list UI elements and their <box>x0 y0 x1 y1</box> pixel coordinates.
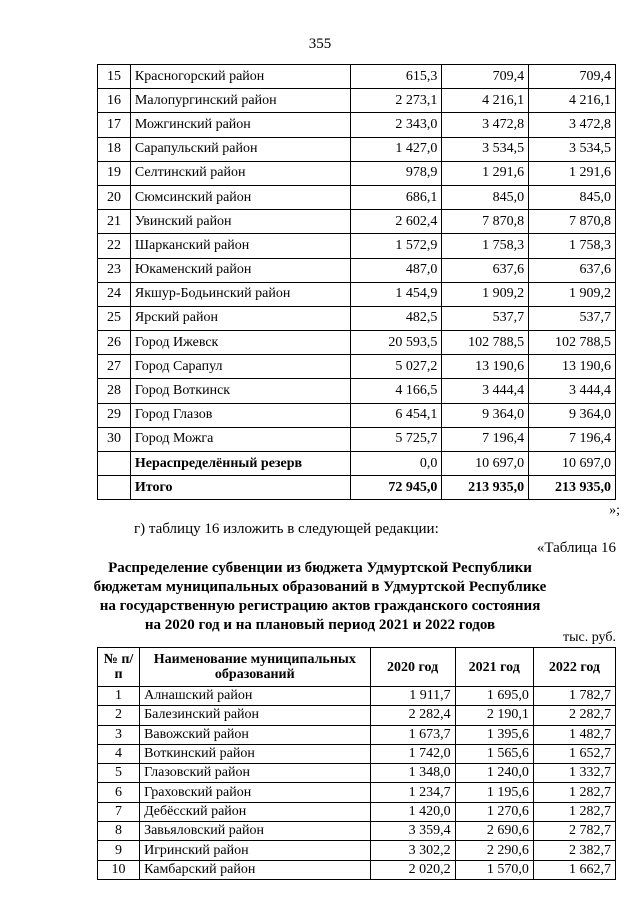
value-2022: 1 782,7 <box>533 687 615 706</box>
value-2020: 1 348,0 <box>370 764 455 783</box>
heading-line: на 2020 год и на плановый период 2021 и 2022 годов <box>144 617 496 633</box>
row-number: 8 <box>98 822 140 841</box>
value-2021: 1 909,2 <box>442 282 529 306</box>
municipality-name: Юкаменский район <box>130 258 350 282</box>
heading-line: Распределение субвенции из бюджета Удмуртской Республики <box>108 560 532 576</box>
municipality-name: Воткинский район <box>140 744 370 763</box>
value-2022: 2 782,7 <box>533 822 615 841</box>
municipality-name: Алнашский район <box>140 687 370 706</box>
value-2020: 1 454,9 <box>350 282 442 306</box>
unit-label: тыс. руб. <box>563 630 616 645</box>
table-row <box>98 822 616 841</box>
row-number: 15 <box>98 65 131 89</box>
table-row <box>98 687 616 706</box>
value-2022: 7 196,4 <box>529 427 616 451</box>
value-2021: 1 240,0 <box>455 764 533 783</box>
row-number: 9 <box>98 841 140 860</box>
value-2021: 845,0 <box>442 185 529 209</box>
value-2021: 3 472,8 <box>442 113 529 137</box>
total-2022: 213 935,0 <box>529 476 616 500</box>
header-name: Наименование муниципальных образований <box>140 648 370 687</box>
table-heading <box>0 559 640 635</box>
total-label: Итого <box>130 476 350 500</box>
value-2020: 2 020,2 <box>370 860 455 879</box>
row-number: 4 <box>98 744 140 763</box>
table-row <box>98 802 616 821</box>
value-2021: 637,6 <box>442 258 529 282</box>
table-row <box>98 234 616 258</box>
row-number: 18 <box>98 137 131 161</box>
value-2022: 9 364,0 <box>529 403 616 427</box>
row-number: 10 <box>98 860 140 879</box>
table-row <box>98 706 616 725</box>
header-2022: 2022 год <box>533 648 615 687</box>
value-2020: 2 273,1 <box>350 89 442 113</box>
row-number <box>98 476 131 500</box>
table-row <box>98 725 616 744</box>
value-2020: 5 027,2 <box>350 355 442 379</box>
municipality-name: Вавожский район <box>140 725 370 744</box>
municipality-name: Город Сарапул <box>130 355 350 379</box>
value-2022: 102 788,5 <box>529 331 616 355</box>
row-number: 26 <box>98 331 131 355</box>
row-number: 1 <box>98 687 140 706</box>
value-2022: 1 332,7 <box>533 764 615 783</box>
table-reference: «Таблица 16 <box>536 540 616 556</box>
municipality-name: Город Глазов <box>130 403 350 427</box>
row-number: 6 <box>98 783 140 802</box>
table-row <box>98 744 616 763</box>
value-2020: 3 359,4 <box>370 822 455 841</box>
value-2021: 1 570,0 <box>455 860 533 879</box>
value-2022: 1 662,7 <box>533 860 615 879</box>
value-2021: 1 195,6 <box>455 783 533 802</box>
row-number: 7 <box>98 802 140 821</box>
subvention-table-continued <box>97 64 616 500</box>
heading-line: бюджетам муниципальных образований в Удмуртской Республике <box>93 579 547 595</box>
value-2021: 1 395,6 <box>455 725 533 744</box>
value-2022: 1 652,7 <box>533 744 615 763</box>
row-number: 17 <box>98 113 131 137</box>
municipality-name: Балезинский район <box>140 706 370 725</box>
table-row <box>98 161 616 185</box>
value-2022: 845,0 <box>529 185 616 209</box>
value-2022: 537,7 <box>529 306 616 330</box>
value-2020: 4 166,5 <box>350 379 442 403</box>
municipality-name: Город Можга <box>130 427 350 451</box>
table-row <box>98 379 616 403</box>
value-2021: 13 190,6 <box>442 355 529 379</box>
value-2020: 1 420,0 <box>370 802 455 821</box>
value-2021: 9 364,0 <box>442 403 529 427</box>
row-number <box>98 452 131 476</box>
value-2020: 6 454,1 <box>350 403 442 427</box>
value-2022: 1 482,7 <box>533 725 615 744</box>
table-row <box>98 282 616 306</box>
value-2022: 3 444,4 <box>529 379 616 403</box>
value-2020: 1 572,9 <box>350 234 442 258</box>
table-row <box>98 355 616 379</box>
row-number: 24 <box>98 282 131 306</box>
value-2020: 1 911,7 <box>370 687 455 706</box>
table-row <box>98 258 616 282</box>
municipality-name: Завьяловский район <box>140 822 370 841</box>
value-2022: 3 472,8 <box>529 113 616 137</box>
value-2022: 1 282,7 <box>533 783 615 802</box>
row-number: 2 <box>98 706 140 725</box>
municipality-name: Дебёсский район <box>140 802 370 821</box>
municipality-name: Шарканский район <box>130 234 350 258</box>
municipality-name: Селтинский район <box>130 161 350 185</box>
value-2021: 3 444,4 <box>442 379 529 403</box>
value-2022: 1 758,3 <box>529 234 616 258</box>
value-2021: 1 291,6 <box>442 161 529 185</box>
table-row <box>98 306 616 330</box>
value-2020: 2 343,0 <box>350 113 442 137</box>
row-number: 3 <box>98 725 140 744</box>
value-2021: 4 216,1 <box>442 89 529 113</box>
value-2020: 2 282,4 <box>370 706 455 725</box>
value-2021: 1 695,0 <box>455 687 533 706</box>
row-number: 16 <box>98 89 131 113</box>
table-row <box>98 764 616 783</box>
table-row <box>98 841 616 860</box>
table-row <box>98 860 616 879</box>
value-2021: 1 758,3 <box>442 234 529 258</box>
municipality-name: Можгинский район <box>130 113 350 137</box>
value-2020: 978,9 <box>350 161 442 185</box>
municipality-name: Ярский район <box>130 306 350 330</box>
value-2021: 2 690,6 <box>455 822 533 841</box>
municipality-name: Увинский район <box>130 210 350 234</box>
row-number: 23 <box>98 258 131 282</box>
row-number: 27 <box>98 355 131 379</box>
value-2020: 1 673,7 <box>370 725 455 744</box>
value-2022: 2 282,7 <box>533 706 615 725</box>
value-2022: 4 216,1 <box>529 89 616 113</box>
value-2020: 487,0 <box>350 258 442 282</box>
table-row <box>98 65 616 89</box>
municipality-name: Игринский район <box>140 841 370 860</box>
row-number: 29 <box>98 403 131 427</box>
amendment-instruction: г) таблицу 16 изложить в следующей редакции: <box>134 521 439 537</box>
value-2022: 2 382,7 <box>533 841 615 860</box>
value-2022: 1 909,2 <box>529 282 616 306</box>
municipality-name: Сарапульский район <box>130 137 350 161</box>
table-row <box>98 427 616 451</box>
value-2022: 637,6 <box>529 258 616 282</box>
heading-line: на государственную регистрацию актов гражданского состояния <box>99 598 541 614</box>
municipality-name: Красногорский район <box>130 65 350 89</box>
table-row <box>98 89 616 113</box>
row-number: 25 <box>98 306 131 330</box>
value-2022: 709,4 <box>529 65 616 89</box>
municipality-name: Нераспределённый резерв <box>130 452 350 476</box>
municipality-name: Сюмсинский район <box>130 185 350 209</box>
table-row <box>98 185 616 209</box>
value-2021: 2 290,6 <box>455 841 533 860</box>
municipality-name: Малопургинский район <box>130 89 350 113</box>
row-number: 21 <box>98 210 131 234</box>
table-row <box>98 113 616 137</box>
row-number: 5 <box>98 764 140 783</box>
value-2020: 0,0 <box>350 452 442 476</box>
table-row <box>98 403 616 427</box>
subvention-table-16 <box>97 647 616 880</box>
municipality-name: Граховский район <box>140 783 370 802</box>
value-2020: 2 602,4 <box>350 210 442 234</box>
municipality-name: Город Ижевск <box>130 331 350 355</box>
value-2020: 1 427,0 <box>350 137 442 161</box>
row-number: 22 <box>98 234 131 258</box>
table-row <box>98 783 616 802</box>
value-2022: 1 282,7 <box>533 802 615 821</box>
row-number: 30 <box>98 427 131 451</box>
value-2021: 709,4 <box>442 65 529 89</box>
row-number: 19 <box>98 161 131 185</box>
value-2021: 102 788,5 <box>442 331 529 355</box>
header-2021: 2021 год <box>455 648 533 687</box>
value-2020: 615,3 <box>350 65 442 89</box>
row-number: 20 <box>98 185 131 209</box>
value-2021: 1 565,6 <box>455 744 533 763</box>
value-2022: 1 291,6 <box>529 161 616 185</box>
value-2021: 10 697,0 <box>442 452 529 476</box>
value-2020: 1 234,7 <box>370 783 455 802</box>
value-2020: 5 725,7 <box>350 427 442 451</box>
value-2020: 1 742,0 <box>370 744 455 763</box>
row-number: 28 <box>98 379 131 403</box>
total-2021: 213 935,0 <box>442 476 529 500</box>
total-2020: 72 945,0 <box>350 476 442 500</box>
value-2021: 1 270,6 <box>455 802 533 821</box>
closing-quote: »; <box>609 503 620 518</box>
table-row <box>98 137 616 161</box>
municipality-name: Камбарский район <box>140 860 370 879</box>
municipality-name: Глазовский район <box>140 764 370 783</box>
table-row <box>98 452 616 476</box>
value-2021: 7 870,8 <box>442 210 529 234</box>
table-row <box>98 331 616 355</box>
value-2022: 7 870,8 <box>529 210 616 234</box>
value-2020: 686,1 <box>350 185 442 209</box>
header-number: № п/п <box>98 648 140 687</box>
page-number: 355 <box>308 36 332 52</box>
value-2022: 3 534,5 <box>529 137 616 161</box>
value-2020: 482,5 <box>350 306 442 330</box>
table-row <box>98 210 616 234</box>
header-row <box>98 648 616 687</box>
municipality-name: Якшур-Бодьинский район <box>130 282 350 306</box>
header-2020: 2020 год <box>370 648 455 687</box>
value-2021: 537,7 <box>442 306 529 330</box>
value-2021: 2 190,1 <box>455 706 533 725</box>
value-2022: 10 697,0 <box>529 452 616 476</box>
municipality-name: Город Воткинск <box>130 379 350 403</box>
value-2021: 3 534,5 <box>442 137 529 161</box>
total-row <box>98 476 616 500</box>
value-2020: 20 593,5 <box>350 331 442 355</box>
value-2021: 7 196,4 <box>442 427 529 451</box>
value-2022: 13 190,6 <box>529 355 616 379</box>
value-2020: 3 302,2 <box>370 841 455 860</box>
